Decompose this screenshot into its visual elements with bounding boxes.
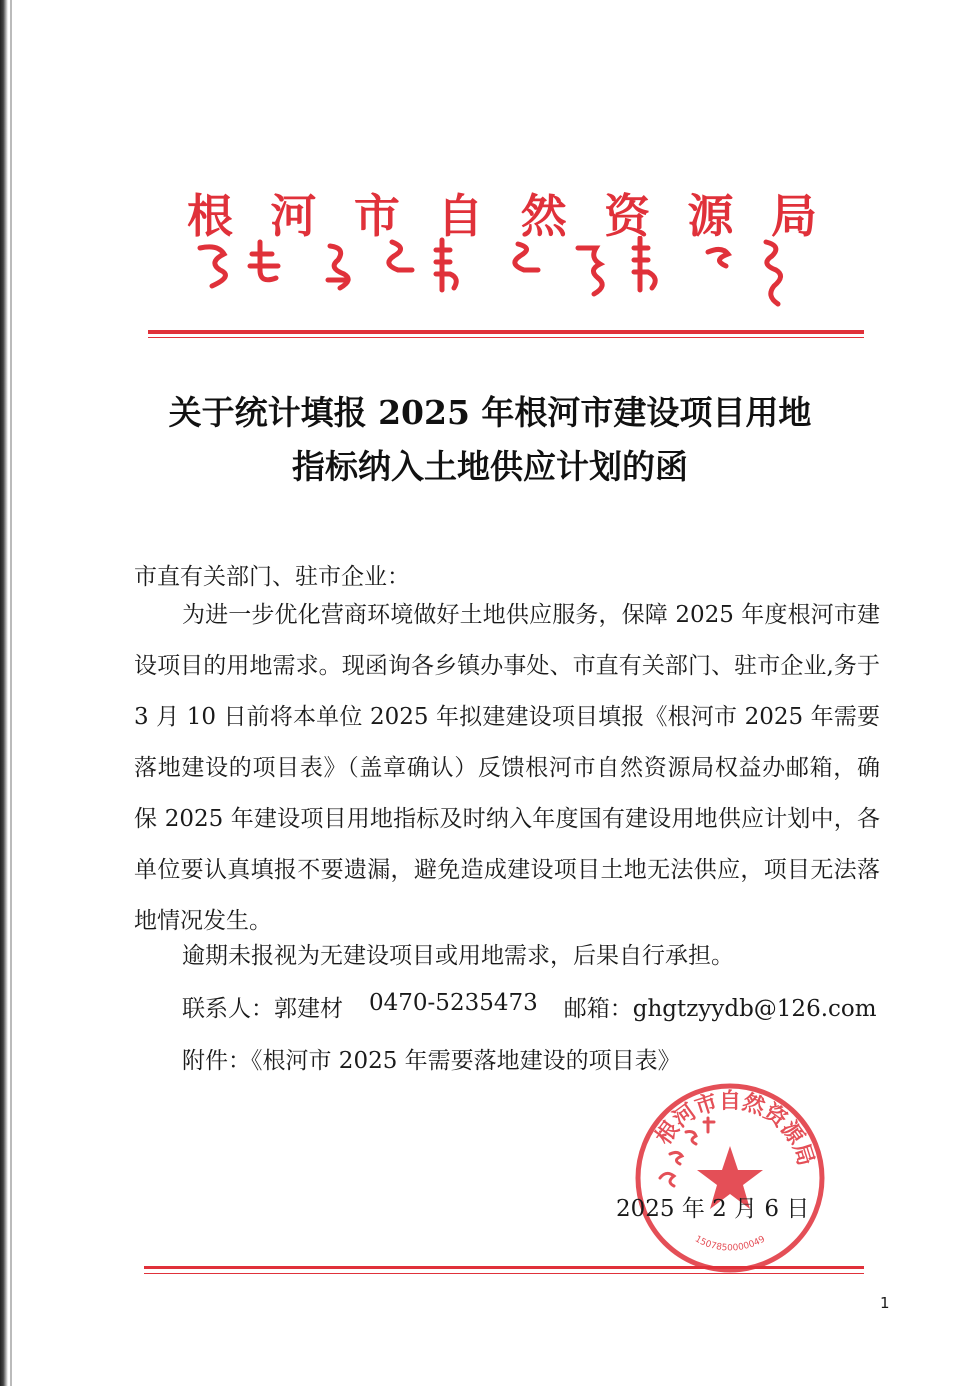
mongolian-script-logo	[180, 236, 820, 310]
page-number: 1	[880, 1294, 890, 1312]
contact-email: 邮箱：ghgtzyydb@126.com	[563, 996, 877, 1022]
title-line-2: 指标纳入土地供应计划的函	[292, 447, 688, 486]
body-paragraph: 为进一步优化营商环境做好土地供应服务，保障 2025 年度根河市建设项目的用地需求。现函询各乡镇办事处、市直有关部门、驻市企业,务于 3 月 10 日前将本单位 2025 年拟建建设项目填报《根河市 2025 年需要落地建设的项目表》（盖章确认）反馈根河市自然资源局权益办邮箱，确保 2025 年建设项目用地指标及时纳入年度国有建设用地供应计划中，各单位要认真填报不要遗漏，避免造成建设项目土地无法供应，项目无法落地情况发生。	[134, 602, 880, 934]
issue-date: 2025 年 2 月 6 日	[616, 1196, 810, 1222]
agency-char: 然	[520, 189, 567, 243]
scan-edge-shadow	[0, 0, 8, 1386]
document-title	[130, 386, 850, 494]
seal-code: 1507850000049	[693, 1234, 767, 1254]
agency-char: 河	[270, 189, 317, 243]
contact-phone: 0470-5235473	[369, 990, 538, 1016]
header-red-rule	[148, 330, 864, 338]
scan-edge-line	[10, 0, 12, 1386]
agency-char: 根	[187, 189, 233, 243]
seal-text: 根河市自然资源局	[650, 1087, 820, 1169]
agency-char: 局	[770, 189, 817, 243]
svg-text:1507850000049	[693, 1234, 767, 1253]
agency-char: 源	[687, 189, 734, 243]
overdue-notice: 逾期未报视为无建设项目或用地需求，后果自行承担。	[182, 943, 734, 969]
footer-red-rule	[144, 1266, 864, 1274]
agency-char: 资	[604, 189, 651, 243]
salutation: 市直有关部门、驻市企业：	[134, 564, 410, 590]
agency-char: 市	[353, 189, 400, 243]
title-line-1: 关于统计填报 2025 年根河市建设项目用地	[168, 393, 812, 432]
official-seal	[630, 1078, 830, 1278]
attachment-line: 附件：《根河市 2025 年需要落地建设的项目表》	[182, 1048, 681, 1074]
agency-char: 自	[437, 189, 484, 243]
contact-person: 联系人：郭建材	[182, 996, 343, 1022]
svg-text:根河市自然资源局	[651, 1088, 819, 1169]
contact-line	[182, 990, 877, 1023]
